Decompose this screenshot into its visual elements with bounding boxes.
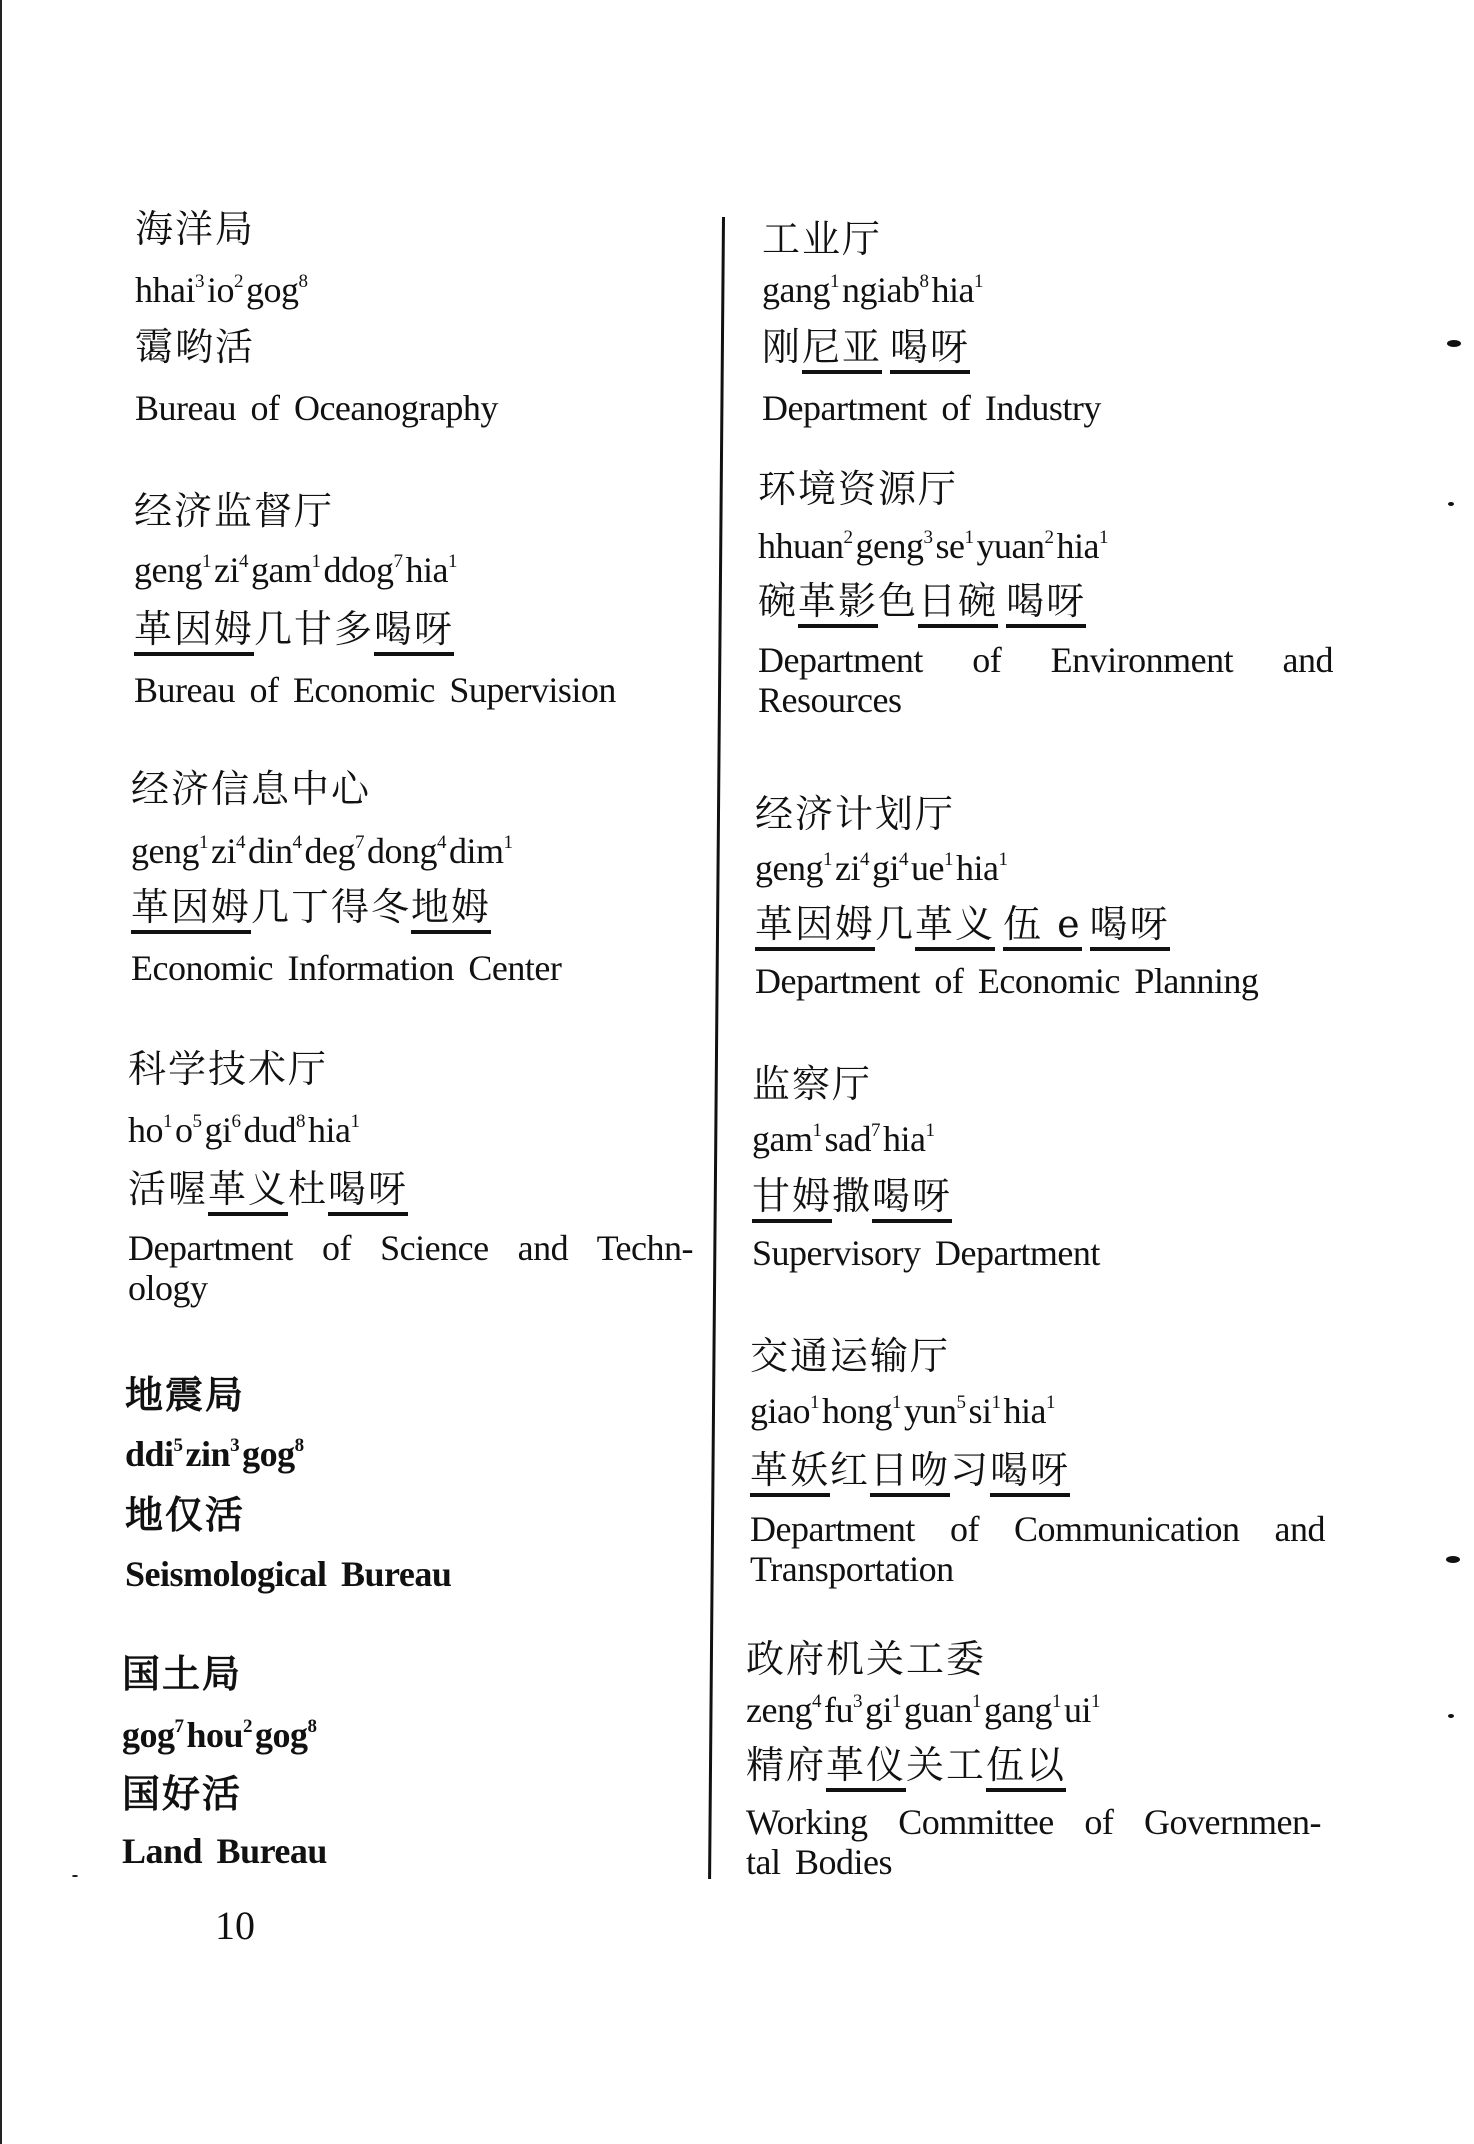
pinyin-syllable: gog xyxy=(242,1434,295,1474)
pinyin-romanization xyxy=(750,1393,1058,1429)
pinyin-syllable: io xyxy=(206,270,234,310)
tone-number: 1 xyxy=(447,551,457,572)
english-translation: Economic Information Center xyxy=(131,948,562,988)
tone-number: 8 xyxy=(296,1111,306,1132)
pinyin-syllable: ui xyxy=(1063,1690,1091,1730)
pinyin-romanization xyxy=(134,552,460,588)
tone-number: 4 xyxy=(898,849,908,870)
tone-number: 3 xyxy=(852,1691,862,1712)
pinyin-syllable: gang xyxy=(762,270,830,310)
syllable-group: 习 xyxy=(950,1448,991,1492)
syllable-group: 国好活 xyxy=(122,1771,243,1816)
tone-number: 7 xyxy=(174,1716,184,1737)
chinese-term: 国土局 xyxy=(122,1651,243,1696)
tone-number: 1 xyxy=(311,551,321,572)
pinyin-syllable: dud xyxy=(243,1110,297,1150)
pinyin-romanization xyxy=(758,528,1111,564)
pinyin-syllable: se xyxy=(935,526,965,566)
underlined-syllable-group: 尼亚 xyxy=(802,328,882,374)
syllable-group: 几甘多 xyxy=(254,607,375,651)
tone-number: 1 xyxy=(891,1691,901,1712)
tone-number: 5 xyxy=(192,1111,202,1132)
phonetic-transliteration xyxy=(746,1743,1067,1792)
tone-number: 1 xyxy=(1045,1392,1055,1413)
pinyin-syllable: dim xyxy=(448,831,504,871)
pinyin-syllable: hhuan xyxy=(758,526,844,566)
pinyin-syllable: geng xyxy=(131,831,199,871)
tone-number: 2 xyxy=(1044,527,1054,548)
chinese-term: 环境资源厅 xyxy=(758,467,959,511)
underlined-syllable-group: 伍 e xyxy=(1003,905,1082,951)
tone-number: 1 xyxy=(1098,527,1108,548)
phonetic-transliteration xyxy=(122,1771,243,1817)
english-translation: Seismological Bureau xyxy=(125,1554,452,1594)
pinyin-syllable: zi xyxy=(210,831,236,871)
pinyin-syllable: hong xyxy=(821,1391,892,1431)
pinyin-syllable: gang xyxy=(983,1690,1052,1730)
pinyin-syllable: gog xyxy=(246,270,299,310)
pinyin-romanization xyxy=(746,1692,1103,1728)
tone-number: 7 xyxy=(354,832,364,853)
scan-speck xyxy=(1448,1714,1454,1718)
chinese-term: 交通运输厅 xyxy=(750,1334,951,1378)
syllable-group: 活喔 xyxy=(128,1167,209,1211)
underlined-syllable-group: 伍以 xyxy=(986,1746,1066,1792)
pinyin-romanization xyxy=(128,1112,363,1148)
tone-number: 2 xyxy=(243,1716,253,1737)
syllable-group: 地仅活 xyxy=(125,1492,246,1537)
pinyin-syllable: deg xyxy=(304,831,355,871)
underlined-syllable-group: 喝呀 xyxy=(1006,582,1086,628)
tone-number: 1 xyxy=(964,527,974,548)
tone-number: 6 xyxy=(231,1111,241,1132)
chinese-term: 地震局 xyxy=(125,1372,246,1417)
pinyin-syllable: gog xyxy=(122,1715,175,1755)
english-translation: Supervisory Department xyxy=(752,1233,1100,1273)
pinyin-syllable: hia xyxy=(931,270,974,310)
scan-speck xyxy=(1448,502,1454,506)
pinyin-syllable: geng xyxy=(134,550,202,590)
underlined-syllable-group: 甘姆 xyxy=(752,1177,832,1223)
tone-number: 1 xyxy=(943,849,953,870)
tone-number: 4 xyxy=(235,832,245,853)
underlined-syllable-group: 革因姆 xyxy=(134,610,254,656)
underlined-syllable-group: 革因姆 xyxy=(131,888,251,934)
tone-number: 1 xyxy=(971,1691,981,1712)
pinyin-syllable: gi xyxy=(864,1690,892,1730)
pinyin-syllable: yuan xyxy=(976,526,1045,566)
column-divider xyxy=(708,217,725,1879)
tone-number: 7 xyxy=(870,1120,880,1141)
pinyin-syllable: hia xyxy=(882,1119,926,1159)
syllable-group: 色 xyxy=(878,579,919,623)
tone-number: 1 xyxy=(891,1392,901,1413)
pinyin-romanization xyxy=(131,833,515,869)
chinese-term: 监察厅 xyxy=(752,1062,873,1106)
syllable-group: 霭哟活 xyxy=(135,325,256,369)
pinyin-syllable: o xyxy=(175,1110,193,1150)
pinyin-syllable: fu xyxy=(823,1690,853,1730)
pinyin-syllable: zin xyxy=(185,1434,231,1474)
pinyin-syllable: zi xyxy=(834,848,860,888)
pinyin-syllable: yun xyxy=(903,1391,957,1431)
english-translation: Working Committee of Governmen- xyxy=(746,1802,1321,1842)
syllable-group: 几丁得冬 xyxy=(251,885,412,929)
pinyin-syllable: zeng xyxy=(746,1690,812,1730)
tone-number: 1 xyxy=(809,1392,819,1413)
english-translation: Bureau of Oceanography xyxy=(135,388,498,428)
pinyin-syllable: ho xyxy=(128,1110,163,1150)
english-translation: tal Bodies xyxy=(746,1842,892,1882)
underlined-syllable-group: 喝呀 xyxy=(374,610,454,656)
underlined-syllable-group: 革仪 xyxy=(826,1746,906,1792)
chinese-term: 经济信息中心 xyxy=(131,767,372,811)
pinyin-syllable: ddi xyxy=(125,1434,174,1474)
pinyin-syllable: gam xyxy=(250,550,312,590)
scan-speck xyxy=(1446,1556,1460,1563)
underlined-syllable-group: 喝呀 xyxy=(890,328,970,374)
syllable-group: 几 xyxy=(875,902,916,946)
scan-speck xyxy=(1447,340,1461,347)
phonetic-transliteration xyxy=(131,885,492,934)
english-translation: ology xyxy=(128,1268,208,1308)
underlined-syllable-group: 革影 xyxy=(798,582,878,628)
pinyin-syllable: sad xyxy=(824,1119,871,1159)
chinese-term: 经济监督厅 xyxy=(134,489,335,533)
tone-number: 1 xyxy=(198,832,208,853)
tone-number: 2 xyxy=(234,271,243,292)
english-translation: Department of Environment and xyxy=(758,640,1333,680)
pinyin-syllable: hhai xyxy=(135,270,195,310)
chinese-term: 政府机关工委 xyxy=(746,1637,987,1681)
page-number: 10 xyxy=(215,1903,255,1948)
pinyin-romanization xyxy=(125,1436,307,1472)
tone-number: 1 xyxy=(998,849,1008,870)
tone-number: 1 xyxy=(201,551,211,572)
tone-number: 4 xyxy=(859,849,869,870)
tone-number: 3 xyxy=(923,527,933,548)
tone-number: 1 xyxy=(350,1111,360,1132)
pinyin-syllable: din xyxy=(247,831,293,871)
pinyin-syllable: hou xyxy=(186,1715,244,1755)
chinese-term: 工业厅 xyxy=(762,217,883,261)
underlined-syllable-group: 革因姆 xyxy=(755,905,875,951)
tone-number: 1 xyxy=(829,271,839,292)
tone-number: 1 xyxy=(925,1120,935,1141)
tone-number: 1 xyxy=(991,1392,1001,1413)
phonetic-transliteration xyxy=(752,1174,953,1223)
phonetic-transliteration xyxy=(758,579,1087,628)
tone-number: 8 xyxy=(294,1435,304,1456)
underlined-syllable-group: 日碗 xyxy=(918,582,998,628)
pinyin-syllable: hia xyxy=(1056,526,1099,566)
underlined-syllable-group: 喝呀 xyxy=(328,1170,408,1216)
phonetic-transliteration xyxy=(128,1167,409,1216)
pinyin-syllable: gam xyxy=(752,1119,813,1159)
phonetic-transliteration xyxy=(135,325,256,370)
syllable-group: 关工 xyxy=(906,1743,987,1787)
tone-number: 1 xyxy=(1090,1691,1100,1712)
pinyin-syllable: geng xyxy=(855,526,924,566)
tone-number: 8 xyxy=(307,1716,317,1737)
english-translation: Department of Industry xyxy=(762,388,1101,428)
chinese-term: 经济计划厅 xyxy=(755,792,956,836)
pinyin-syllable: geng xyxy=(755,848,823,888)
tone-number: 4 xyxy=(238,551,248,572)
pinyin-syllable: dong xyxy=(366,831,437,871)
phonetic-transliteration xyxy=(750,1448,1071,1497)
underlined-syllable-group: 地姆 xyxy=(411,888,491,934)
underlined-syllable-group: 革义 xyxy=(915,905,995,951)
english-translation: Resources xyxy=(758,680,902,720)
tone-number: 1 xyxy=(1051,1691,1061,1712)
underlined-syllable-group: 革义 xyxy=(208,1170,288,1216)
underlined-syllable-group: 喝呀 xyxy=(1090,905,1170,951)
pinyin-syllable: hia xyxy=(405,550,448,590)
tone-number: 5 xyxy=(956,1392,966,1413)
pinyin-syllable: gog xyxy=(255,1715,308,1755)
underlined-syllable-group: 革妖 xyxy=(750,1451,830,1497)
tone-number: 1 xyxy=(163,1111,172,1132)
pinyin-syllable: hia xyxy=(308,1110,351,1150)
tone-number: 3 xyxy=(230,1435,240,1456)
pinyin-syllable: hia xyxy=(1003,1391,1046,1431)
english-translation: Department of Economic Planning xyxy=(755,961,1259,1001)
phonetic-transliteration xyxy=(125,1492,246,1538)
pinyin-romanization xyxy=(135,272,311,308)
underlined-syllable-group: 喝呀 xyxy=(990,1451,1070,1497)
pinyin-syllable: guan xyxy=(903,1690,972,1730)
tone-number: 8 xyxy=(919,271,929,292)
pinyin-syllable: zi xyxy=(213,550,239,590)
syllable-group: 刚 xyxy=(762,325,803,369)
scan-speck xyxy=(72,1875,78,1877)
pinyin-syllable: hia xyxy=(955,848,999,888)
syllable-group: 碗 xyxy=(758,579,799,623)
tone-number: 4 xyxy=(811,1691,821,1712)
english-translation: Transportation xyxy=(750,1549,954,1589)
chinese-term: 科学技术厅 xyxy=(128,1047,329,1091)
pinyin-syllable: ddog xyxy=(323,550,394,590)
tone-number: 5 xyxy=(173,1435,183,1456)
tone-number: 4 xyxy=(292,832,302,853)
phonetic-transliteration xyxy=(762,325,971,374)
pinyin-syllable: giao xyxy=(750,1391,810,1431)
tone-number: 1 xyxy=(503,832,513,853)
syllable-group: 撒 xyxy=(832,1174,873,1218)
phonetic-transliteration xyxy=(755,902,1170,951)
english-translation: Department of Communication and xyxy=(750,1509,1325,1549)
underlined-syllable-group: 日吻 xyxy=(870,1451,950,1497)
pinyin-romanization xyxy=(762,272,986,308)
pinyin-syllable: gi xyxy=(204,1110,232,1150)
page-left-edge xyxy=(0,0,2,2144)
tone-number: 1 xyxy=(973,271,983,292)
phonetic-transliteration xyxy=(134,607,455,656)
pinyin-romanization xyxy=(122,1717,320,1753)
pinyin-syllable: gi xyxy=(871,848,899,888)
tone-number: 1 xyxy=(812,1120,822,1141)
underlined-syllable-group: 喝呀 xyxy=(872,1177,952,1223)
pinyin-romanization xyxy=(755,850,1010,886)
chinese-term: 海洋局 xyxy=(135,207,256,251)
tone-number: 7 xyxy=(393,551,403,572)
tone-number: 1 xyxy=(822,849,832,870)
english-translation: Land Bureau xyxy=(122,1831,327,1871)
tone-number: 2 xyxy=(843,527,853,548)
syllable-group: 红 xyxy=(830,1448,871,1492)
syllable-group: 杜 xyxy=(288,1167,329,1211)
tone-number: 8 xyxy=(298,271,308,292)
english-translation: Bureau of Economic Supervision xyxy=(134,670,616,710)
tone-number: 4 xyxy=(436,832,446,853)
pinyin-syllable: ngiab xyxy=(841,270,920,310)
english-translation: Department of Science and Techn- xyxy=(128,1228,693,1268)
tone-number: 3 xyxy=(194,271,204,292)
pinyin-romanization xyxy=(752,1121,937,1157)
syllable-group: 精府 xyxy=(746,1743,827,1787)
pinyin-syllable: si xyxy=(968,1391,992,1431)
pinyin-syllable: ue xyxy=(910,848,944,888)
